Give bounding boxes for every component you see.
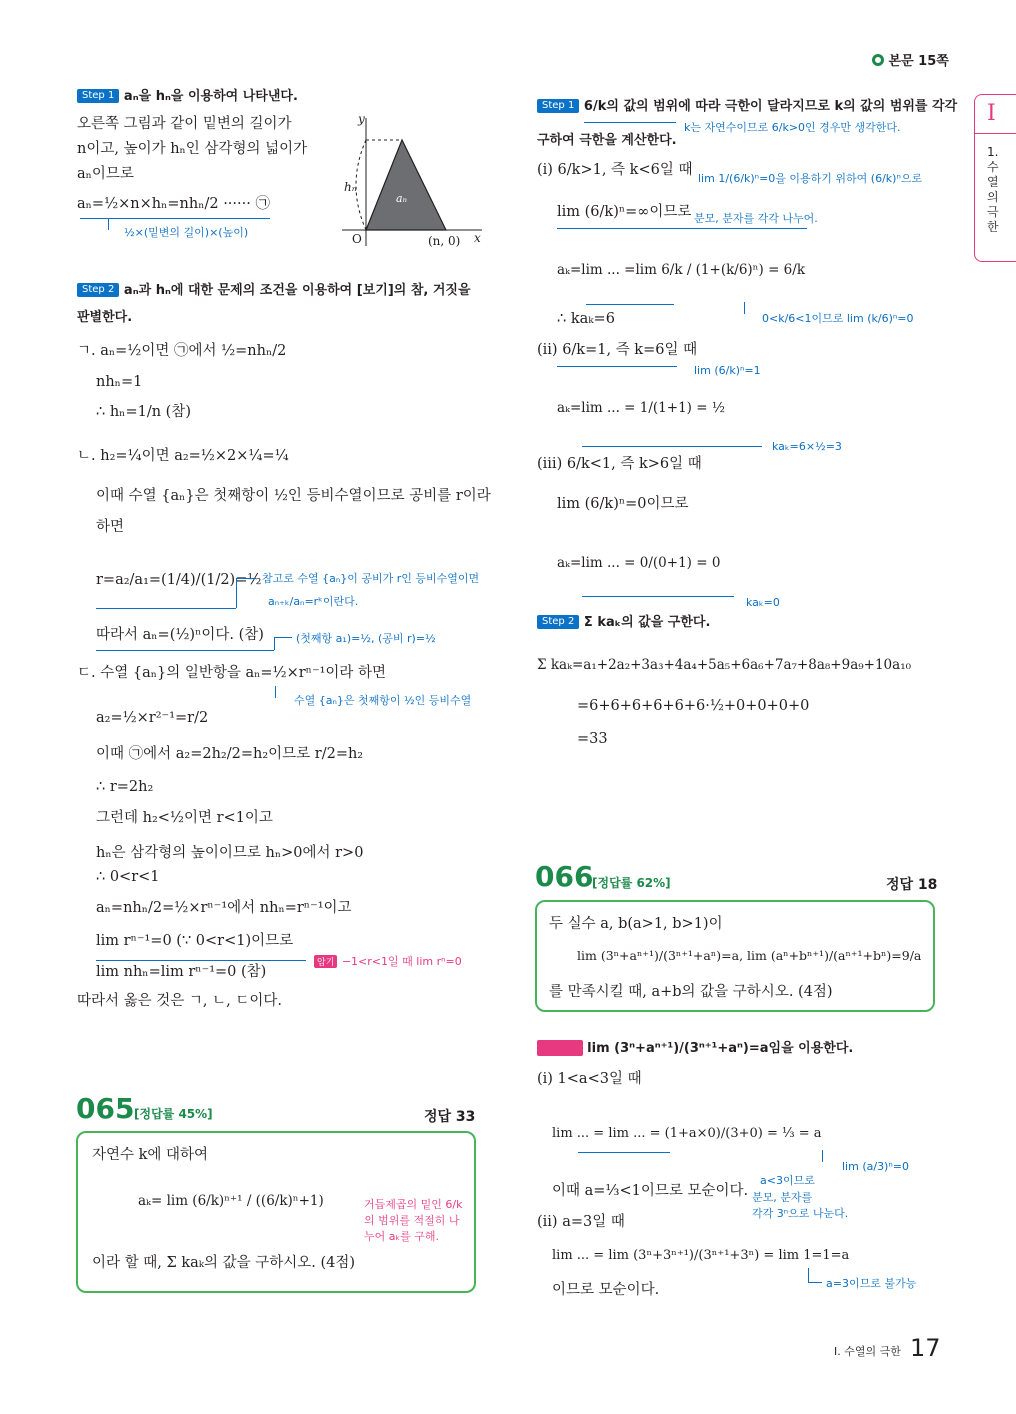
n5-arrow — [274, 637, 292, 638]
n4-underline — [96, 608, 236, 609]
right-c3-b: aₖ=lim ... = 0/(0+1) = 0 — [557, 555, 721, 571]
right-c3-a: lim (6/k)ⁿ=0이므로 — [557, 496, 689, 512]
graph-x-label: x — [474, 231, 481, 245]
d1-note: 수열 {aₙ}은 첫째항이 ½인 등비수열 — [294, 694, 472, 707]
c1-a-note: 분모, 분자를 각각 나누어. — [694, 212, 818, 225]
right-c3: (ⅲ) 6/k<1, 즉 k>6일 때 — [537, 456, 702, 472]
p066-c2-b: 이므로 모순이다. — [552, 1282, 660, 1298]
d1-vline — [275, 686, 276, 698]
c1-b-note: 0<k/6<1이므로 lim (k/6)ⁿ=0 — [762, 312, 914, 325]
n5-vline — [274, 637, 275, 650]
n4-note2: aₙ₊ₖ/aₙ=rᵏ이란다. — [268, 595, 359, 608]
p065-answer: 정답 33 — [424, 1109, 476, 1125]
left-p3: aₙ이므로 — [77, 166, 134, 182]
footer-section: Ⅰ. 수열의 극한 — [834, 1345, 901, 1358]
p066-c1-a-vline — [822, 1150, 823, 1162]
step1-note: k는 자연수이므로 6/k>0인 경우만 생각한다. — [684, 121, 901, 134]
left-d8: aₙ=nhₙ/2=½×rⁿ⁻¹에서 nhₙ=rⁿ⁻¹이고 — [96, 900, 352, 916]
left-n2: 이때 수열 {aₙ}은 첫째항이 ½인 등비수열이므로 공비를 r이라 — [96, 488, 491, 504]
p065-rate: [정답률 45%] — [134, 1107, 213, 1121]
right-s2: =6+6+6+6+6+6·½+0+0+0+0 — [577, 698, 810, 714]
page-ref: 본문 15쪽 — [872, 50, 949, 69]
p066-c1-a-note: lim (a/3)ⁿ=0 — [842, 1160, 909, 1173]
right-c1-c: ∴ kaₖ=6 — [557, 311, 615, 327]
left-d7: ∴ 0<r<1 — [96, 869, 160, 885]
left-d1: ㄷ. 수열 {aₙ}의 일반항을 aₙ=½×rⁿ⁻¹이라 하면 — [77, 665, 387, 681]
p066-rate: [정답률 62%] — [592, 876, 671, 890]
eq1-arrow — [108, 218, 109, 230]
left-eq1: aₙ=½×n×hₙ=nhₙ/2 ······ ㉠ — [77, 196, 270, 212]
p066-number: 066 — [535, 860, 594, 893]
p066-q3: 를 만족시킬 때, a+b의 값을 구하시오. (4점) — [549, 984, 833, 1000]
footer-page-number: 17 — [910, 1334, 941, 1362]
p066-c1-b-note2: 분모, 분자를 — [752, 1191, 813, 1204]
c2-a-note: kaₖ=6×½=3 — [772, 440, 842, 453]
right-step1: Step 1 6/k의 값의 범위에 따라 극한이 달라지므로 k의 값의 범위를 각각 — [537, 98, 957, 115]
chapter-divider — [975, 133, 1016, 134]
right-c1: (ⅰ) 6/k>1, 즉 k<6일 때 — [537, 162, 693, 178]
left-step2: Step 2 aₙ과 hₙ에 대한 문제의 조건을 이용하여 [보기]의 참, 거짓을 — [77, 282, 471, 299]
p066-c1-b-note3: 각각 3ⁿ으로 나눈다. — [752, 1207, 849, 1220]
left-d3: 이때 ㉠에서 a₂=2h₂/2=h₂이므로 r/2=h₂ — [96, 746, 364, 762]
p065-q1: 자연수 k에 대하여 — [92, 1147, 209, 1163]
p066-c2-a: lim ... = lim (3ⁿ+3ⁿ⁺¹)/(3ⁿ⁺¹+3ⁿ) = lim 1=1=a — [552, 1248, 850, 1263]
ref-circle-icon — [872, 54, 884, 66]
n4-vline — [236, 578, 237, 608]
n5-underline — [96, 650, 274, 651]
n5-note: (첫째항 a₁)=½, (공비 r)=½ — [296, 632, 436, 645]
p065-number: 065 — [76, 1092, 135, 1125]
left-n3: 하면 — [96, 519, 125, 535]
p066-q2: lim (3ⁿ+aⁿ⁺¹)/(3ⁿ⁺¹+aⁿ)=a, lim (aⁿ+bⁿ⁺¹)/(aⁿ⁺¹+bⁿ)=9/a — [577, 948, 922, 963]
p065-q3: 이라 할 때, Σ kaₖ의 값을 구하시오. (4점) — [92, 1255, 356, 1271]
left-d10: lim nhₙ=lim rⁿ⁻¹=0 (참) — [96, 964, 267, 980]
p065-note: 거듭제곱의 밑인 6/k의 범위를 적절히 나누어 aₖ를 구해. — [364, 1198, 463, 1243]
graph-origin: O — [352, 232, 362, 246]
d9-underline — [96, 960, 306, 961]
left-p2: n이고, 높이가 hₙ인 삼각형의 넓이가 — [77, 141, 308, 157]
p066-c2-a-vline — [808, 1268, 809, 1282]
left-g1: ㄱ. aₙ=½이면 ㉠에서 ½=nhₙ/2 — [77, 343, 287, 359]
c3-b-underline — [582, 596, 734, 597]
graph-y-label: y — [358, 112, 365, 126]
p066-c1-b-note: a<3이므로 — [760, 1174, 815, 1187]
right-c1-b: aₖ=lim ... =lim 6/k / (1+(k/6)ⁿ) = 6/k — [557, 262, 806, 278]
right-c2: (ⅱ) 6/k=1, 즉 k=6일 때 — [537, 342, 698, 358]
left-d4: ∴ r=2h₂ — [96, 779, 154, 795]
p065-box — [76, 1131, 476, 1293]
left-conclusion: 따라서 옳은 것은 ㄱ, ㄴ, ㄷ이다. — [77, 993, 282, 1009]
side-chapter-tab[interactable] — [974, 94, 1016, 262]
p066-c1-a-underline — [578, 1152, 670, 1153]
eq1-underline — [80, 218, 270, 219]
right-c1-a: lim (6/k)ⁿ=∞이므로 — [557, 204, 692, 220]
c1-b-vline — [744, 302, 745, 314]
c2-note: lim (6/k)ⁿ=1 — [694, 364, 761, 377]
n4-note: 참고로 수열 {aₙ}이 공비가 r인 등비수열이면 — [262, 572, 480, 585]
left-d9: lim rⁿ⁻¹=0 (∵ 0<r<1)이므로 — [96, 933, 294, 949]
graph-h-label: hₙ — [344, 180, 357, 194]
p066-c2: (ⅱ) a=3일 때 — [537, 1214, 625, 1230]
graph-n-label: (n, 0) — [428, 234, 461, 248]
p066-c1-b: 이때 a=⅓<1이므로 모순이다. — [552, 1183, 749, 1199]
left-g3: ∴ hₙ=1/n (참) — [96, 404, 191, 420]
step1-underline — [584, 122, 676, 123]
p066-answer: 정답 18 — [886, 877, 938, 893]
p066-step1: Step 1 lim (3ⁿ+aⁿ⁺¹)/(3ⁿ⁺¹+aⁿ)=a임을 이용한다. — [537, 1040, 853, 1057]
c3-b-note: kaₖ=0 — [746, 596, 780, 609]
p065-q2: aₖ= lim (6/k)ⁿ⁺¹ / ((6/k)ⁿ+1) — [138, 1193, 324, 1209]
n4-arrow — [236, 578, 256, 579]
left-d6: hₙ은 삼각형의 높이이므로 hₙ>0에서 r>0 — [96, 845, 364, 861]
chapter-title: 1. 수열의 극한 — [987, 145, 999, 234]
c1-note: lim 1/(6/k)ⁿ=0을 이용하기 위하여 (6/k)ⁿ으로 — [698, 172, 923, 185]
c2-a-underline — [582, 446, 762, 447]
p066-c1-a: lim ... = lim ... = (1+a×0)/(3+0) = ⅓ = a — [552, 1126, 822, 1141]
left-n1: ㄴ. h₂=¼이면 a₂=½×2×¼=¼ — [77, 448, 289, 464]
left-step2-cont: 판별한다. — [77, 310, 133, 325]
left-step1: Step 1 aₙ을 hₙ을 이용하여 나타낸다. — [77, 88, 298, 105]
p066-q1: 두 실수 a, b(a>1, b>1)이 — [549, 916, 723, 932]
chapter-roman: I — [987, 101, 996, 126]
right-s3: =33 — [577, 731, 608, 747]
triangle-graph — [336, 112, 486, 252]
left-g2: nhₙ=1 — [96, 374, 143, 390]
p066-c2-a-note: a=3이므로 불가능 — [826, 1277, 917, 1290]
right-step2: Step 2 Σ kaₖ의 값을 구한다. — [537, 614, 710, 631]
p066-c2-a-arrow — [808, 1282, 822, 1283]
c2-underline — [557, 366, 677, 367]
c1-a-underline — [557, 228, 807, 229]
eq1-note: ½×(밑변의 길이)×(높이) — [124, 226, 249, 239]
c1-b-underline — [586, 304, 674, 305]
left-d5: 그런데 h₂<½이면 r<1이고 — [96, 810, 273, 826]
left-n4: r=a₂/a₁=(1/4)/(1/2)=½ — [96, 572, 262, 588]
d10-memo: 암기 −1<r<1일 때 lim rⁿ=0 — [314, 953, 462, 969]
graph-a-label: aₙ — [396, 192, 408, 205]
right-c2-a: aₖ=lim ... = 1/(1+1) = ½ — [557, 400, 725, 416]
right-s1: Σ kaₖ=a₁+2a₂+3a₃+4a₄+5a₅+6a₆+7a₇+8a₈+9a₉+10a₁₀ — [537, 657, 912, 673]
p066-box — [535, 900, 935, 1012]
right-step1-cont: 구하여 극한을 계산한다. — [537, 133, 677, 148]
p066-c1: (ⅰ) 1<a<3일 때 — [537, 1071, 642, 1087]
left-d2: a₂=½×r²⁻¹=r/2 — [96, 710, 209, 726]
left-n5: 따라서 aₙ=(½)ⁿ이다. (참) — [96, 627, 264, 643]
left-p1: 오른쪽 그림과 같이 밑변의 길이가 — [77, 116, 292, 132]
